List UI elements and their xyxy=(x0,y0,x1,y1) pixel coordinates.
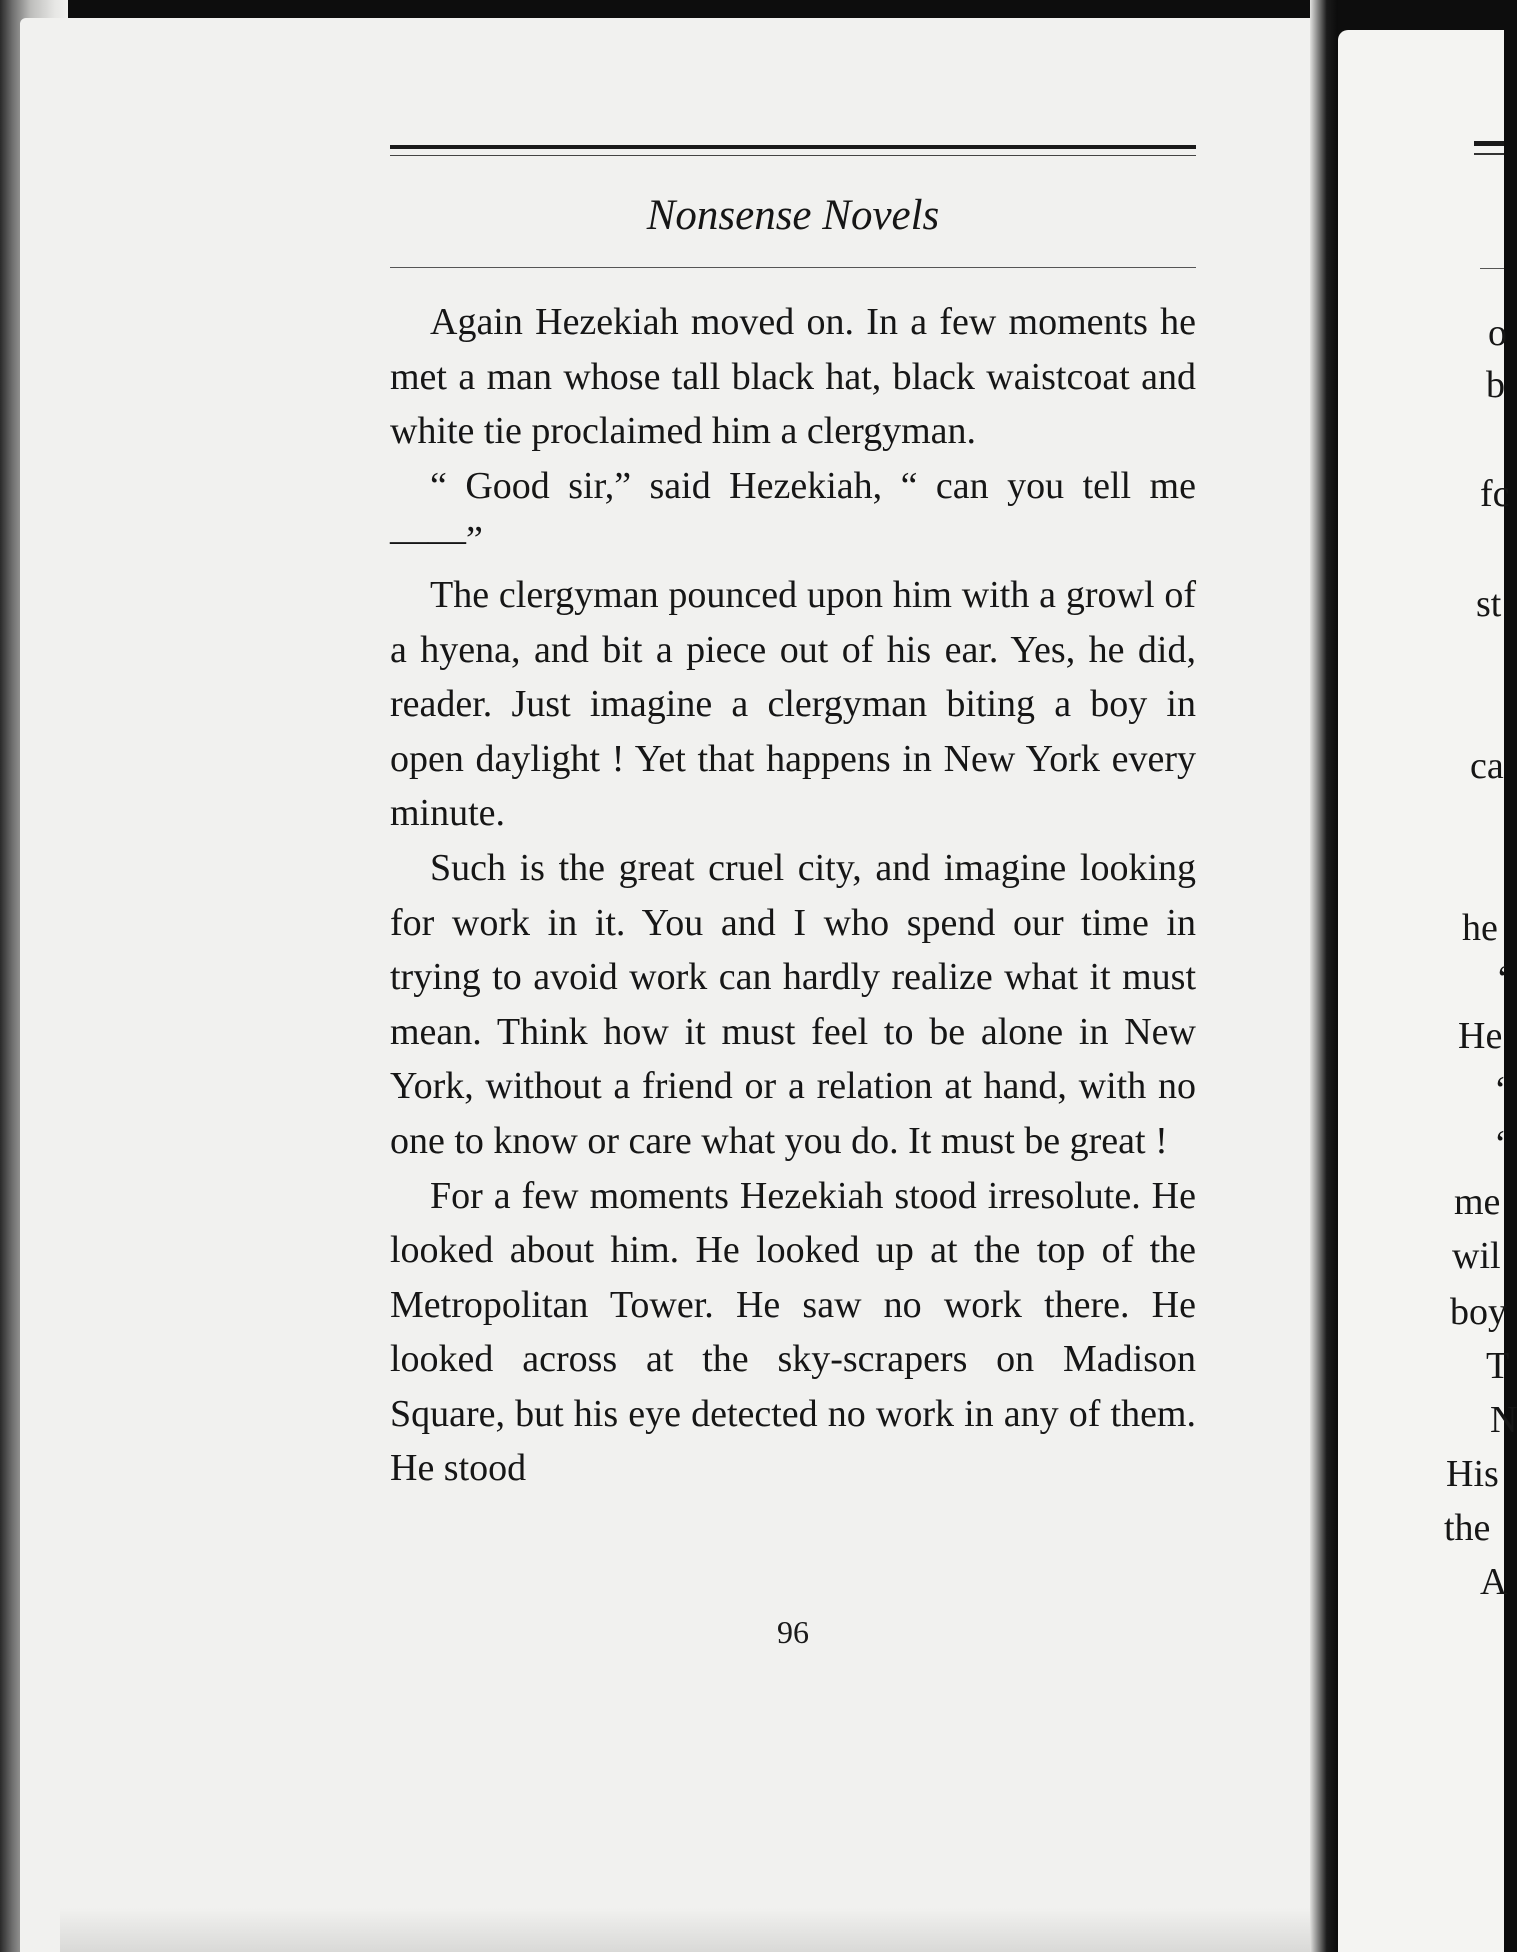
running-head: Nonsense Novels xyxy=(646,192,940,239)
right-page-fragment: He xyxy=(1458,1015,1503,1057)
paragraph: Such is the great cruel city, and imagine looking for work in it. You and I who spend our time in trying to avoid work can hardly realize what it must mean. Think how it must feel to be alone in New York, without a friend or a relation at hand, with no one to know or care what you do. It must be great ! xyxy=(390,846,1196,1162)
paragraph: Again Hezekiah moved on. In a few moments he met a man whose tall black hat, black waistcoat and white tie proclaimed him a clergyman. xyxy=(390,301,1196,453)
right-page-fragment: me xyxy=(1454,1181,1501,1223)
page-bottom-edge xyxy=(60,1908,1320,1952)
right-page-fragment: b xyxy=(1486,364,1505,406)
right-page-fragment: boy xyxy=(1450,1291,1507,1333)
paragraph: “ Good sir,” said Hezekiah, “ can you tell me——” xyxy=(390,464,1196,562)
right-page-fragment: A xyxy=(1480,1561,1508,1603)
paragraph: The clergyman pounced upon him with a growl of a hyena, and bit a piece out of his ear. Yes, he did, reader. Just imagine a clergyman biting a boy in open daylight ! Yet that happens in New York every minute. xyxy=(390,573,1196,835)
header-rule-thick xyxy=(390,145,1196,149)
right-page-fragment: ‘ xyxy=(1494,1069,1507,1111)
running-head-rule xyxy=(390,267,1196,268)
right-page-fragment: o xyxy=(1488,312,1507,354)
right-page-fragment: he xyxy=(1462,907,1498,949)
header-rule-thin xyxy=(390,155,1196,156)
paragraph: For a few moments Hezekiah stood irresolute. He looked about him. He looked up at the top of the Metropolitan Tower. He saw no work there. He looked across at the sky-scrapers on Madison Square, but his eye detected no work in any of them. He stood xyxy=(390,1174,1196,1490)
book-gutter xyxy=(1310,0,1338,1952)
right-header-rule-thin xyxy=(1474,153,1504,155)
body-text xyxy=(390,295,1196,1496)
right-page-fragment: ‘ xyxy=(1496,958,1509,1000)
right-page-fragment: wil xyxy=(1452,1235,1501,1277)
right-header-rule-thick xyxy=(1474,141,1504,146)
right-page-fragment: st xyxy=(1476,583,1502,625)
right-page-fragment: fc xyxy=(1480,473,1510,515)
right-page-fragment: His xyxy=(1446,1453,1499,1495)
right-running-head-rule xyxy=(1480,268,1504,269)
page-number: 96 xyxy=(777,1614,809,1650)
right-page-fragment: N xyxy=(1490,1399,1517,1441)
right-page-fragment: the xyxy=(1444,1507,1491,1549)
right-page-fragment: ca xyxy=(1470,745,1504,787)
right-page-fragment: ‘ xyxy=(1494,1123,1507,1165)
right-page-fragment: T xyxy=(1486,1345,1510,1387)
right-page xyxy=(1338,30,1504,1952)
